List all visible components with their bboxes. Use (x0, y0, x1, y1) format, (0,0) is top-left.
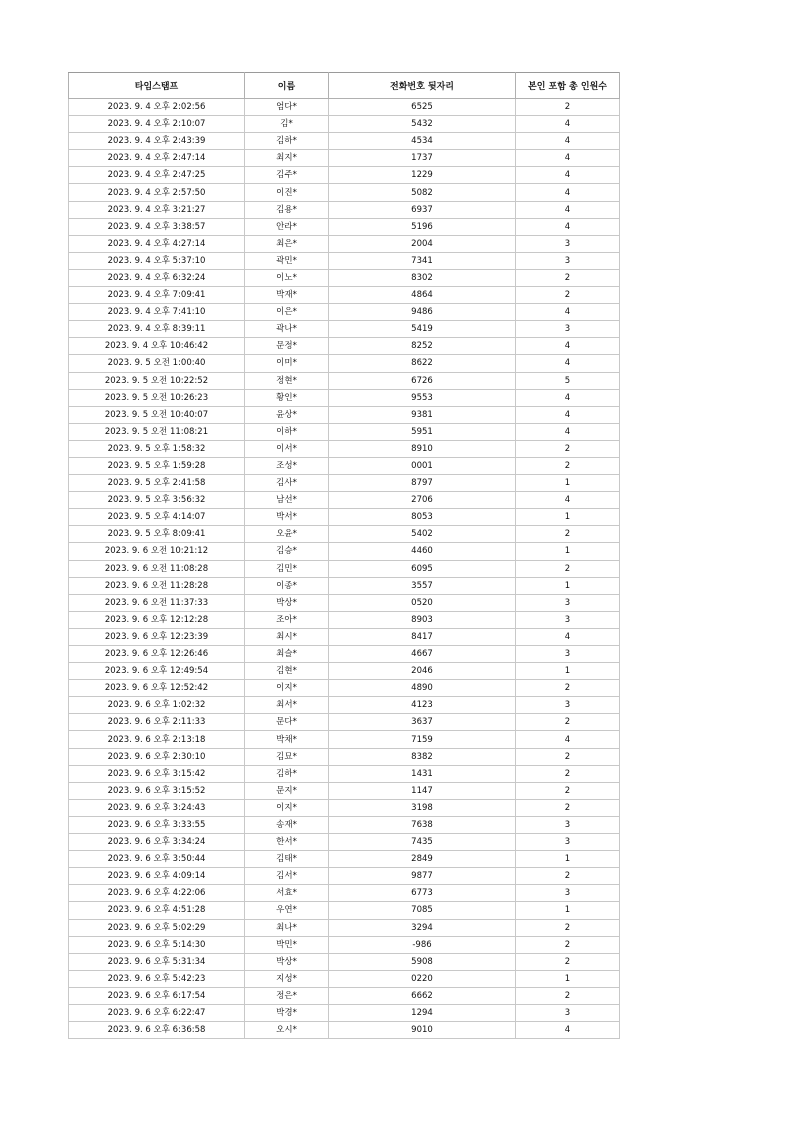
cell-timestamp: 2023. 9. 4 오후 3:21:27 (69, 201, 245, 218)
table-row (69, 201, 620, 218)
cell-timestamp: 2023. 9. 6 오후 5:42:23 (69, 970, 245, 987)
table-row (69, 492, 620, 509)
cell-name: 서효* (245, 885, 329, 902)
cell-party-size: 1 (516, 577, 620, 594)
table-row (69, 440, 620, 457)
table-row (69, 628, 620, 645)
cell-name: 황인* (245, 389, 329, 406)
table-row (69, 680, 620, 697)
cell-timestamp: 2023. 9. 6 오후 12:26:46 (69, 646, 245, 663)
cell-timestamp: 2023. 9. 4 오후 8:39:11 (69, 321, 245, 338)
table-header (69, 73, 620, 99)
cell-party-size: 4 (516, 150, 620, 167)
cell-timestamp: 2023. 9. 6 오후 6:22:47 (69, 1004, 245, 1021)
table-row (69, 611, 620, 628)
cell-timestamp: 2023. 9. 4 오후 2:02:56 (69, 99, 245, 116)
cell-phone-last-digits: 8302 (329, 269, 516, 286)
cell-phone-last-digits: 6937 (329, 201, 516, 218)
cell-phone-last-digits: 9877 (329, 868, 516, 885)
cell-name: 최서* (245, 697, 329, 714)
cell-name: 곽민* (245, 252, 329, 269)
cell-timestamp: 2023. 9. 5 오전 10:40:07 (69, 406, 245, 423)
cell-party-size: 2 (516, 765, 620, 782)
cell-party-size: 3 (516, 321, 620, 338)
table-row (69, 919, 620, 936)
cell-name: 박채* (245, 731, 329, 748)
cell-phone-last-digits: 8903 (329, 611, 516, 628)
table-row (69, 116, 620, 133)
cell-timestamp: 2023. 9. 6 오후 5:31:34 (69, 953, 245, 970)
table-row (69, 269, 620, 286)
table-row (69, 748, 620, 765)
cell-phone-last-digits: 8417 (329, 628, 516, 645)
cell-phone-last-digits: 8622 (329, 355, 516, 372)
cell-party-size: 5 (516, 372, 620, 389)
cell-name: 이은* (245, 304, 329, 321)
cell-name: 오윤* (245, 526, 329, 543)
cell-phone-last-digits: 5419 (329, 321, 516, 338)
cell-timestamp: 2023. 9. 4 오후 7:41:10 (69, 304, 245, 321)
table-row (69, 987, 620, 1004)
cell-party-size: 3 (516, 611, 620, 628)
cell-timestamp: 2023. 9. 4 오후 10:46:42 (69, 338, 245, 355)
cell-party-size: 4 (516, 628, 620, 645)
cell-party-size: 2 (516, 680, 620, 697)
cell-name: 이노* (245, 269, 329, 286)
cell-phone-last-digits: 6726 (329, 372, 516, 389)
table-row (69, 150, 620, 167)
cell-name: 김서* (245, 868, 329, 885)
cell-name: 김주* (245, 167, 329, 184)
cell-name: 김하* (245, 133, 329, 150)
cell-phone-last-digits: 2706 (329, 492, 516, 509)
table-row (69, 99, 620, 116)
cell-phone-last-digits: 7435 (329, 834, 516, 851)
cell-timestamp: 2023. 9. 6 오후 2:30:10 (69, 748, 245, 765)
cell-phone-last-digits: 8252 (329, 338, 516, 355)
cell-name: 오시* (245, 1022, 329, 1039)
table-row (69, 475, 620, 492)
cell-party-size: 3 (516, 1004, 620, 1021)
cell-timestamp: 2023. 9. 5 오전 11:08:21 (69, 423, 245, 440)
cell-party-size: 2 (516, 440, 620, 457)
cell-phone-last-digits: 6662 (329, 987, 516, 1004)
cell-party-size: 3 (516, 646, 620, 663)
cell-phone-last-digits: 6095 (329, 560, 516, 577)
cell-timestamp: 2023. 9. 6 오후 4:09:14 (69, 868, 245, 885)
cell-timestamp: 2023. 9. 4 오후 6:32:24 (69, 269, 245, 286)
cell-timestamp: 2023. 9. 6 오전 11:28:28 (69, 577, 245, 594)
table-row (69, 355, 620, 372)
cell-name: 최지* (245, 150, 329, 167)
cell-name: 정은* (245, 987, 329, 1004)
cell-party-size: 4 (516, 423, 620, 440)
cell-phone-last-digits: 1431 (329, 765, 516, 782)
table-row (69, 1022, 620, 1039)
cell-timestamp: 2023. 9. 6 오전 11:37:33 (69, 594, 245, 611)
cell-party-size: 3 (516, 697, 620, 714)
cell-timestamp: 2023. 9. 6 오후 1:02:32 (69, 697, 245, 714)
cell-timestamp: 2023. 9. 4 오후 7:09:41 (69, 287, 245, 304)
table-row (69, 902, 620, 919)
cell-phone-last-digits: 3557 (329, 577, 516, 594)
cell-name: 문정* (245, 338, 329, 355)
cell-phone-last-digits: 4890 (329, 680, 516, 697)
table-row (69, 321, 620, 338)
cell-phone-last-digits: 5432 (329, 116, 516, 133)
cell-phone-last-digits: 6773 (329, 885, 516, 902)
cell-phone-last-digits: 0520 (329, 594, 516, 611)
cell-party-size: 2 (516, 782, 620, 799)
cell-timestamp: 2023. 9. 6 오후 3:24:43 (69, 799, 245, 816)
table-row (69, 184, 620, 201)
table-row (69, 577, 620, 594)
cell-party-size: 4 (516, 116, 620, 133)
cell-party-size: 2 (516, 953, 620, 970)
cell-party-size: 4 (516, 389, 620, 406)
cell-name: 조아* (245, 611, 329, 628)
cell-party-size: 4 (516, 355, 620, 372)
cell-party-size: 4 (516, 184, 620, 201)
table-row (69, 287, 620, 304)
cell-party-size: 4 (516, 133, 620, 150)
cell-name: 김* (245, 116, 329, 133)
table-row (69, 509, 620, 526)
cell-timestamp: 2023. 9. 4 오후 2:57:50 (69, 184, 245, 201)
cell-timestamp: 2023. 9. 5 오후 4:14:07 (69, 509, 245, 526)
cell-name: 최은* (245, 235, 329, 252)
cell-timestamp: 2023. 9. 5 오전 1:00:40 (69, 355, 245, 372)
cell-party-size: 1 (516, 851, 620, 868)
cell-phone-last-digits: 8910 (329, 440, 516, 457)
cell-name: 지성* (245, 970, 329, 987)
cell-phone-last-digits: 1294 (329, 1004, 516, 1021)
cell-name: 우연* (245, 902, 329, 919)
cell-timestamp: 2023. 9. 6 오후 5:02:29 (69, 919, 245, 936)
table-row (69, 560, 620, 577)
table-row (69, 133, 620, 150)
cell-timestamp: 2023. 9. 6 오전 10:21:12 (69, 543, 245, 560)
table-row (69, 167, 620, 184)
cell-name: 김승* (245, 543, 329, 560)
cell-name: 박상* (245, 953, 329, 970)
cell-party-size: 4 (516, 201, 620, 218)
header-timestamp: 타임스탬프 (69, 73, 245, 99)
cell-timestamp: 2023. 9. 6 오전 11:08:28 (69, 560, 245, 577)
cell-party-size: 3 (516, 885, 620, 902)
cell-name: 문지* (245, 782, 329, 799)
cell-name: 박경* (245, 1004, 329, 1021)
cell-party-size: 1 (516, 543, 620, 560)
cell-phone-last-digits: 5196 (329, 218, 516, 235)
cell-phone-last-digits: 4534 (329, 133, 516, 150)
cell-phone-last-digits: 0220 (329, 970, 516, 987)
cell-name: 안라* (245, 218, 329, 235)
cell-party-size: 4 (516, 731, 620, 748)
table-row (69, 834, 620, 851)
cell-phone-last-digits: 9381 (329, 406, 516, 423)
cell-phone-last-digits: 7159 (329, 731, 516, 748)
cell-phone-last-digits: 5908 (329, 953, 516, 970)
cell-phone-last-digits: 2046 (329, 663, 516, 680)
cell-timestamp: 2023. 9. 6 오후 6:17:54 (69, 987, 245, 1004)
cell-phone-last-digits: 1147 (329, 782, 516, 799)
cell-phone-last-digits: 5951 (329, 423, 516, 440)
cell-timestamp: 2023. 9. 4 오후 4:27:14 (69, 235, 245, 252)
cell-party-size: 4 (516, 304, 620, 321)
cell-phone-last-digits: 6525 (329, 99, 516, 116)
cell-timestamp: 2023. 9. 4 오후 3:38:57 (69, 218, 245, 235)
cell-name: 이서* (245, 440, 329, 457)
cell-name: 최나* (245, 919, 329, 936)
cell-party-size: 2 (516, 526, 620, 543)
cell-name: 문다* (245, 714, 329, 731)
cell-timestamp: 2023. 9. 5 오후 2:41:58 (69, 475, 245, 492)
cell-party-size: 2 (516, 99, 620, 116)
table-row (69, 338, 620, 355)
cell-phone-last-digits: 0001 (329, 457, 516, 474)
table-row (69, 885, 620, 902)
cell-name: 최시* (245, 628, 329, 645)
cell-name: 윤상* (245, 406, 329, 423)
cell-phone-last-digits: 4123 (329, 697, 516, 714)
cell-party-size: 4 (516, 1022, 620, 1039)
header-party-size: 본인 포함 총 인원수 (516, 73, 620, 99)
cell-phone-last-digits: -986 (329, 936, 516, 953)
table-row (69, 218, 620, 235)
cell-party-size: 3 (516, 252, 620, 269)
cell-timestamp: 2023. 9. 6 오후 3:34:24 (69, 834, 245, 851)
cell-party-size: 1 (516, 970, 620, 987)
cell-name: 엄다* (245, 99, 329, 116)
cell-party-size: 2 (516, 868, 620, 885)
cell-name: 이하* (245, 423, 329, 440)
cell-name: 한서* (245, 834, 329, 851)
cell-timestamp: 2023. 9. 6 오후 12:12:28 (69, 611, 245, 628)
cell-party-size: 2 (516, 987, 620, 1004)
cell-timestamp: 2023. 9. 5 오후 3:56:32 (69, 492, 245, 509)
cell-party-size: 2 (516, 714, 620, 731)
cell-name: 이지* (245, 680, 329, 697)
table-row (69, 697, 620, 714)
cell-party-size: 4 (516, 218, 620, 235)
cell-timestamp: 2023. 9. 4 오후 5:37:10 (69, 252, 245, 269)
cell-party-size: 4 (516, 338, 620, 355)
cell-party-size: 1 (516, 663, 620, 680)
response-sheet (68, 72, 619, 1039)
cell-timestamp: 2023. 9. 6 오후 2:11:33 (69, 714, 245, 731)
cell-phone-last-digits: 3198 (329, 799, 516, 816)
cell-party-size: 1 (516, 475, 620, 492)
cell-party-size: 2 (516, 560, 620, 577)
table-row (69, 423, 620, 440)
cell-phone-last-digits: 5402 (329, 526, 516, 543)
cell-name: 송재* (245, 816, 329, 833)
cell-timestamp: 2023. 9. 6 오후 4:51:28 (69, 902, 245, 919)
cell-name: 이지* (245, 799, 329, 816)
table-row (69, 457, 620, 474)
cell-timestamp: 2023. 9. 4 오후 2:10:07 (69, 116, 245, 133)
cell-party-size: 2 (516, 269, 620, 286)
table-row (69, 868, 620, 885)
cell-party-size: 2 (516, 287, 620, 304)
cell-phone-last-digits: 7638 (329, 816, 516, 833)
cell-phone-last-digits: 8382 (329, 748, 516, 765)
cell-name: 김태* (245, 851, 329, 868)
table-row (69, 782, 620, 799)
cell-name: 조성* (245, 457, 329, 474)
cell-name: 박재* (245, 287, 329, 304)
cell-timestamp: 2023. 9. 6 오후 12:23:39 (69, 628, 245, 645)
cell-party-size: 2 (516, 799, 620, 816)
header-name: 이름 (245, 73, 329, 99)
cell-timestamp: 2023. 9. 6 오후 2:13:18 (69, 731, 245, 748)
table-body (69, 99, 620, 1039)
cell-party-size: 1 (516, 902, 620, 919)
table-row (69, 799, 620, 816)
cell-party-size: 3 (516, 235, 620, 252)
cell-timestamp: 2023. 9. 5 오후 1:58:32 (69, 440, 245, 457)
cell-timestamp: 2023. 9. 6 오후 3:33:55 (69, 816, 245, 833)
cell-phone-last-digits: 9010 (329, 1022, 516, 1039)
cell-phone-last-digits: 1229 (329, 167, 516, 184)
cell-timestamp: 2023. 9. 4 오후 2:47:14 (69, 150, 245, 167)
cell-phone-last-digits: 4460 (329, 543, 516, 560)
cell-timestamp: 2023. 9. 6 오후 6:36:58 (69, 1022, 245, 1039)
cell-phone-last-digits: 4864 (329, 287, 516, 304)
table-row (69, 646, 620, 663)
cell-party-size: 1 (516, 509, 620, 526)
cell-phone-last-digits: 8797 (329, 475, 516, 492)
cell-party-size: 2 (516, 919, 620, 936)
table-row (69, 594, 620, 611)
cell-name: 김용* (245, 201, 329, 218)
cell-phone-last-digits: 2004 (329, 235, 516, 252)
cell-phone-last-digits: 3637 (329, 714, 516, 731)
cell-party-size: 3 (516, 816, 620, 833)
cell-name: 곽나* (245, 321, 329, 338)
cell-party-size: 3 (516, 834, 620, 851)
cell-party-size: 3 (516, 594, 620, 611)
cell-timestamp: 2023. 9. 6 오후 3:15:52 (69, 782, 245, 799)
cell-timestamp: 2023. 9. 4 오후 2:43:39 (69, 133, 245, 150)
cell-party-size: 2 (516, 457, 620, 474)
table-row (69, 663, 620, 680)
cell-timestamp: 2023. 9. 6 오후 5:14:30 (69, 936, 245, 953)
cell-name: 이진* (245, 184, 329, 201)
cell-phone-last-digits: 7085 (329, 902, 516, 919)
cell-name: 박서* (245, 509, 329, 526)
header-row (69, 73, 620, 99)
cell-phone-last-digits: 7341 (329, 252, 516, 269)
cell-timestamp: 2023. 9. 6 오후 12:49:54 (69, 663, 245, 680)
table-row (69, 406, 620, 423)
cell-phone-last-digits: 1737 (329, 150, 516, 167)
cell-name: 김민* (245, 560, 329, 577)
cell-name: 최슬* (245, 646, 329, 663)
responses-table (68, 72, 620, 1039)
cell-party-size: 4 (516, 406, 620, 423)
table-row (69, 953, 620, 970)
cell-name: 김하* (245, 765, 329, 782)
cell-phone-last-digits: 2849 (329, 851, 516, 868)
cell-name: 이종* (245, 577, 329, 594)
cell-phone-last-digits: 9486 (329, 304, 516, 321)
cell-party-size: 4 (516, 492, 620, 509)
cell-timestamp: 2023. 9. 4 오후 2:47:25 (69, 167, 245, 184)
cell-name: 김사* (245, 475, 329, 492)
cell-phone-last-digits: 9553 (329, 389, 516, 406)
table-row (69, 526, 620, 543)
table-row (69, 765, 620, 782)
cell-name: 정현* (245, 372, 329, 389)
cell-timestamp: 2023. 9. 5 오후 8:09:41 (69, 526, 245, 543)
table-row (69, 252, 620, 269)
cell-phone-last-digits: 3294 (329, 919, 516, 936)
table-row (69, 731, 620, 748)
cell-name: 남선* (245, 492, 329, 509)
table-row (69, 372, 620, 389)
table-row (69, 816, 620, 833)
table-row (69, 936, 620, 953)
cell-name: 김현* (245, 663, 329, 680)
table-row (69, 235, 620, 252)
cell-timestamp: 2023. 9. 6 오후 12:52:42 (69, 680, 245, 697)
table-row (69, 714, 620, 731)
cell-timestamp: 2023. 9. 6 오후 4:22:06 (69, 885, 245, 902)
header-phone-last-digits: 전화번호 뒷자리 (329, 73, 516, 99)
cell-name: 이미* (245, 355, 329, 372)
cell-phone-last-digits: 5082 (329, 184, 516, 201)
cell-party-size: 2 (516, 748, 620, 765)
cell-timestamp: 2023. 9. 5 오후 1:59:28 (69, 457, 245, 474)
cell-name: 박민* (245, 936, 329, 953)
cell-name: 김묘* (245, 748, 329, 765)
cell-phone-last-digits: 8053 (329, 509, 516, 526)
cell-party-size: 2 (516, 936, 620, 953)
cell-timestamp: 2023. 9. 6 오후 3:50:44 (69, 851, 245, 868)
table-row (69, 851, 620, 868)
cell-timestamp: 2023. 9. 5 오전 10:22:52 (69, 372, 245, 389)
table-row (69, 970, 620, 987)
table-row (69, 389, 620, 406)
table-row (69, 1004, 620, 1021)
cell-party-size: 4 (516, 167, 620, 184)
table-row (69, 304, 620, 321)
cell-phone-last-digits: 4667 (329, 646, 516, 663)
cell-name: 박상* (245, 594, 329, 611)
table-row (69, 543, 620, 560)
cell-timestamp: 2023. 9. 5 오전 10:26:23 (69, 389, 245, 406)
cell-timestamp: 2023. 9. 6 오후 3:15:42 (69, 765, 245, 782)
